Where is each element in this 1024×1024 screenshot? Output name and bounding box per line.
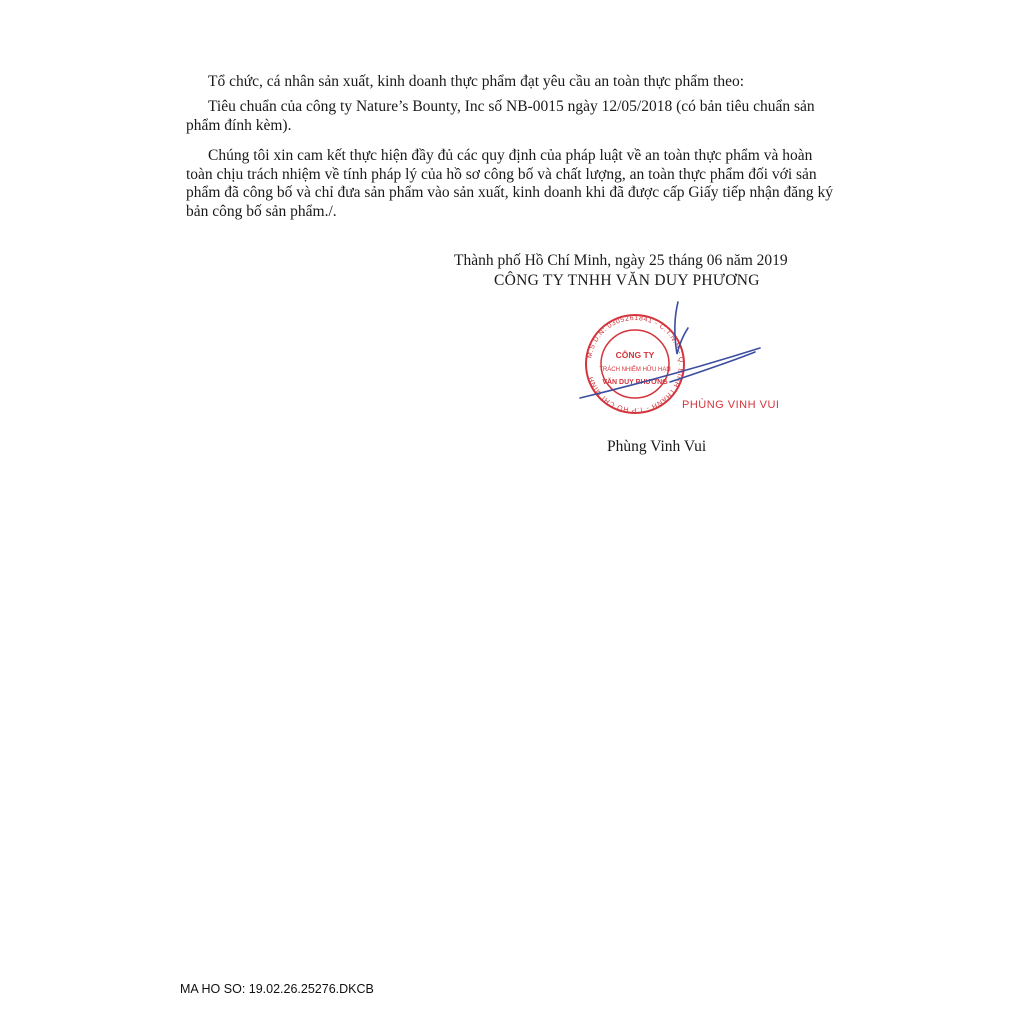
seal-icon <box>570 298 800 433</box>
company-seal-and-signature <box>570 298 800 433</box>
seal-center-line-2: TRÁCH NHIỆM HỮU HẠN <box>599 367 671 373</box>
signature-name-stamp: PHÙNG VINH VUI <box>682 399 780 411</box>
place-and-date: Thành phố Hồ Chí Minh, ngày 25 tháng 06 năm 2019 <box>454 252 788 269</box>
seal-center-line-1: CÔNG TY <box>615 350 655 360</box>
paragraph-standard: Tiêu chuẩn của công ty Nature’s Bounty, Inc số NB-0015 ngày 12/05/2018 (có bản tiêu chuẩn sản phẩm đính kèm). <box>186 98 815 134</box>
seal-ring-text: M.S.D.N: 0305261841 - C.T.N.H - Q. BÌNH THẠNH - T.P HỒ CHÍ MINH <box>586 314 685 414</box>
dossier-code: MA HO SO: 19.02.26.25276.DKCB <box>180 982 374 996</box>
company-name: CÔNG TY TNHH VĂN DUY PHƯƠNG <box>494 272 760 289</box>
signer-name: Phùng Vinh Vui <box>607 438 707 455</box>
paragraph-requirements: Tổ chức, cá nhân sản xuất, kinh doanh thực phẩm đạt yêu cầu an toàn thực phẩm theo: <box>208 73 745 90</box>
paragraph-commitment: Chúng tôi xin cam kết thực hiện đầy đủ các quy định của pháp luật về an toàn thực phẩm và hoàn toàn chịu trách nhiệm về tính pháp lý của hồ sơ công bố và chất lượng, an toàn thực phẩm đối với sản phẩm đã công bố và chỉ đưa sản phẩm vào sản xuất, kinh doanh khi đã được cấp Giấy tiếp nhận đăng ký bản công bố sản phẩm./. <box>186 147 833 220</box>
seal-center-line-3: VĂN DUY PHƯƠNG <box>602 379 668 386</box>
